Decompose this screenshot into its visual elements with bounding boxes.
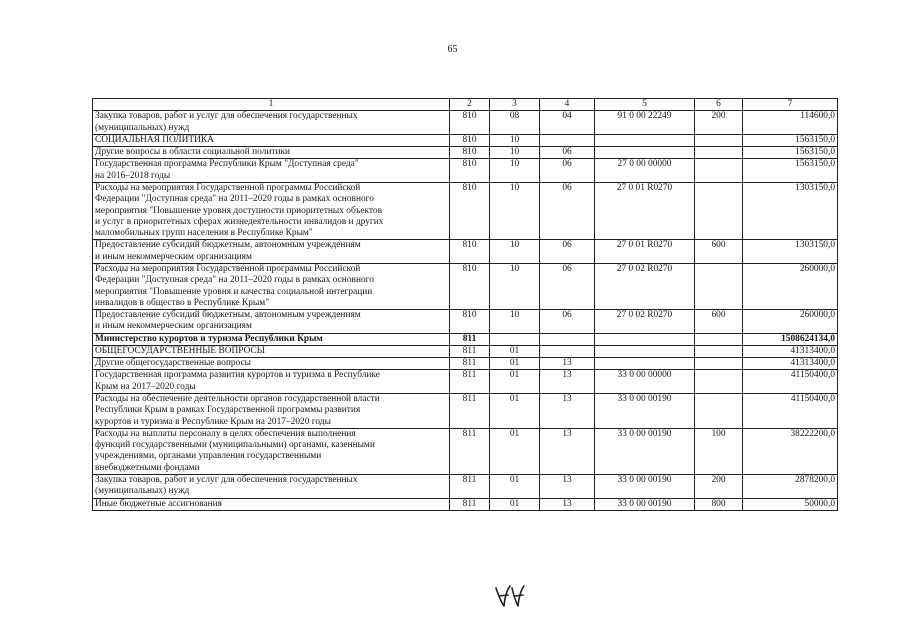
- row-amount-cell: 41150400,0: [743, 394, 838, 429]
- row-code-cell: 811: [450, 394, 490, 429]
- page-number: 65: [447, 44, 458, 55]
- row-amount-cell: 260000,0: [743, 263, 838, 309]
- row-subsection-cell: 06: [540, 240, 595, 264]
- row-expense-type-cell: [695, 394, 743, 429]
- table-row: [93, 370, 838, 394]
- row-target-article-cell: 27 0 02 R0270: [595, 310, 695, 334]
- row-section-cell: 10: [490, 310, 540, 334]
- row-expense-type-cell: [695, 345, 743, 357]
- row-section-cell: 10: [490, 240, 540, 264]
- row-section-cell: 01: [490, 370, 540, 394]
- table-row: [93, 498, 838, 510]
- table-row: [93, 240, 838, 264]
- row-code-cell: 811: [450, 475, 490, 499]
- row-section-cell: 10: [490, 182, 540, 239]
- row-code-cell: 810: [450, 111, 490, 135]
- row-amount-cell: 2878200,0: [743, 475, 838, 499]
- row-target-article-cell: 33 0 00 00190: [595, 428, 695, 474]
- row-subsection-cell: 13: [540, 428, 595, 474]
- row-name-cell: ОБЩЕГОСУДАРСТВЕННЫЕ ВОПРОСЫ: [93, 345, 450, 357]
- row-name-cell: Расходы на выплаты персоналу в целях обеспечения выполнения функций государственными (муниципальными) органами, казенными учреждениями, органами управления государственными внебюджетными фондами: [93, 428, 450, 474]
- column-header: 1: [93, 99, 450, 111]
- row-name-cell: Расходы на мероприятия Государственной программы Российской Федерации "Доступная среда" на 2011–2020 годы в рамках основного мероприятия "Повышение уровня и качества социальной интеграции инвалидов в общество в Республике Крым": [93, 263, 450, 309]
- row-target-article-cell: 27 0 01 R0270: [595, 182, 695, 239]
- row-target-article-cell: 91 0 00 22249: [595, 111, 695, 135]
- row-expense-type-cell: [695, 147, 743, 159]
- row-amount-cell: 1563150,0: [743, 159, 838, 183]
- row-expense-type-cell: 800: [695, 498, 743, 510]
- row-name-cell: СОЦИАЛЬНАЯ ПОЛИТИКА: [93, 134, 450, 146]
- row-section-cell: 10: [490, 263, 540, 309]
- row-subsection-cell: [540, 345, 595, 357]
- column-header: 2: [450, 99, 490, 111]
- row-expense-type-cell: [695, 333, 743, 345]
- table-row: [93, 147, 838, 159]
- table-row: [93, 358, 838, 370]
- row-name-cell: Другие вопросы в области социальной политики: [93, 147, 450, 159]
- row-section-cell: 08: [490, 111, 540, 135]
- row-amount-cell: 260000,0: [743, 310, 838, 334]
- row-amount-cell: 114600,0: [743, 111, 838, 135]
- row-target-article-cell: 33 0 00 00190: [595, 475, 695, 499]
- row-target-article-cell: 33 0 00 00190: [595, 498, 695, 510]
- row-expense-type-cell: [695, 134, 743, 146]
- row-section-cell: 10: [490, 159, 540, 183]
- row-expense-type-cell: 200: [695, 111, 743, 135]
- row-code-cell: 811: [450, 370, 490, 394]
- row-amount-cell: 50000,0: [743, 498, 838, 510]
- row-amount-cell: 1563150,0: [743, 147, 838, 159]
- row-code-cell: 810: [450, 263, 490, 309]
- table-row: [93, 394, 838, 429]
- row-subsection-cell: 13: [540, 498, 595, 510]
- row-name-cell: Предоставление субсидий бюджетным, автономным учреждениям и иным некоммерческим организациям: [93, 310, 450, 334]
- row-amount-cell: 41313400,0: [743, 358, 838, 370]
- row-target-article-cell: 33 0 00 00190: [595, 394, 695, 429]
- row-subsection-cell: 04: [540, 111, 595, 135]
- row-name-cell: Закупка товаров, работ и услуг для обеспечения государственных (муниципальных) нужд: [93, 111, 450, 135]
- row-code-cell: 811: [450, 333, 490, 345]
- row-target-article-cell: 27 0 01 R0270: [595, 240, 695, 264]
- column-header: 6: [695, 99, 743, 111]
- row-subsection-cell: [540, 134, 595, 146]
- row-code-cell: 810: [450, 147, 490, 159]
- row-code-cell: 810: [450, 134, 490, 146]
- row-expense-type-cell: 600: [695, 310, 743, 334]
- table-row: [93, 111, 838, 135]
- row-code-cell: 810: [450, 310, 490, 334]
- row-expense-type-cell: [695, 182, 743, 239]
- column-header: 5: [595, 99, 695, 111]
- row-expense-type-cell: 200: [695, 475, 743, 499]
- table-row: [93, 333, 838, 345]
- row-amount-cell: 1303150,0: [743, 240, 838, 264]
- row-amount-cell: 41150400,0: [743, 370, 838, 394]
- table-row: [93, 475, 838, 499]
- row-name-cell: Министерство курортов и туризма Республики Крым: [93, 333, 450, 345]
- row-subsection-cell: 13: [540, 358, 595, 370]
- handwritten-page-mark: [492, 582, 528, 610]
- row-code-cell: 810: [450, 159, 490, 183]
- row-target-article-cell: [595, 134, 695, 146]
- table-row: [93, 159, 838, 183]
- table-header-row: [93, 99, 838, 111]
- row-subsection-cell: 06: [540, 310, 595, 334]
- row-expense-type-cell: [695, 159, 743, 183]
- row-subsection-cell: 13: [540, 370, 595, 394]
- row-amount-cell: 1508624134,0: [743, 333, 838, 345]
- row-amount-cell: 38222200,0: [743, 428, 838, 474]
- row-name-cell: Расходы на обеспечение деятельности органов государственной власти Республики Крым в рамках Государственной программы развития курортов и туризма в Республике Крым на 2017–2020 годы: [93, 394, 450, 429]
- row-section-cell: 01: [490, 358, 540, 370]
- row-name-cell: Другие общегосударственные вопросы: [93, 358, 450, 370]
- row-subsection-cell: 13: [540, 394, 595, 429]
- row-target-article-cell: 27 0 02 R0270: [595, 263, 695, 309]
- row-expense-type-cell: [695, 358, 743, 370]
- row-name-cell: Иные бюджетные ассигнования: [93, 498, 450, 510]
- row-target-article-cell: [595, 333, 695, 345]
- column-header: 4: [540, 99, 595, 111]
- row-name-cell: Предоставление субсидий бюджетным, автономным учреждениям и иным некоммерческим организациям: [93, 240, 450, 264]
- row-target-article-cell: [595, 358, 695, 370]
- row-code-cell: 810: [450, 240, 490, 264]
- row-section-cell: 01: [490, 498, 540, 510]
- row-expense-type-cell: [695, 370, 743, 394]
- budget-table: [92, 98, 838, 511]
- row-subsection-cell: 06: [540, 182, 595, 239]
- table-row: [93, 134, 838, 146]
- row-code-cell: 811: [450, 345, 490, 357]
- row-name-cell: Государственная программа развития курортов и туризма в Республике Крым на 2017–2020 годы: [93, 370, 450, 394]
- row-section-cell: 10: [490, 134, 540, 146]
- table-row: [93, 428, 838, 474]
- row-section-cell: 01: [490, 475, 540, 499]
- row-amount-cell: 1303150,0: [743, 182, 838, 239]
- row-code-cell: 811: [450, 358, 490, 370]
- row-target-article-cell: 27 0 00 00000: [595, 159, 695, 183]
- row-code-cell: 811: [450, 428, 490, 474]
- table-row: [93, 263, 838, 309]
- row-amount-cell: 41313400,0: [743, 345, 838, 357]
- row-expense-type-cell: 100: [695, 428, 743, 474]
- row-code-cell: 811: [450, 498, 490, 510]
- row-target-article-cell: [595, 345, 695, 357]
- row-section-cell: 01: [490, 394, 540, 429]
- row-expense-type-cell: [695, 263, 743, 309]
- table-row: [93, 310, 838, 334]
- table-row: [93, 182, 838, 239]
- row-subsection-cell: 06: [540, 263, 595, 309]
- row-subsection-cell: 13: [540, 475, 595, 499]
- table-row: [93, 345, 838, 357]
- row-section-cell: 01: [490, 428, 540, 474]
- row-amount-cell: 1563150,0: [743, 134, 838, 146]
- row-subsection-cell: [540, 333, 595, 345]
- row-target-article-cell: 33 0 00 00000: [595, 370, 695, 394]
- row-name-cell: Государственная программа Республики Крым "Доступная среда" на 2016–2018 годы: [93, 159, 450, 183]
- row-name-cell: Расходы на мероприятия Государственной программы Российской Федерации "Доступная среда" на 2011–2020 годы в рамках основного мероприятия "Повышение уровня доступности приоритетных объектов и услуг в приоритетных сферах жизнедеятельности инвалидов и других маломобильных групп населения в Республике Крым": [93, 182, 450, 239]
- column-header: 7: [743, 99, 838, 111]
- row-name-cell: Закупка товаров, работ и услуг для обеспечения государственных (муниципальных) нужд: [93, 475, 450, 499]
- row-section-cell: 01: [490, 345, 540, 357]
- row-section-cell: 10: [490, 147, 540, 159]
- row-section-cell: [490, 333, 540, 345]
- row-target-article-cell: [595, 147, 695, 159]
- row-code-cell: 810: [450, 182, 490, 239]
- row-subsection-cell: 06: [540, 159, 595, 183]
- row-expense-type-cell: 600: [695, 240, 743, 264]
- row-subsection-cell: 06: [540, 147, 595, 159]
- column-header: 3: [490, 99, 540, 111]
